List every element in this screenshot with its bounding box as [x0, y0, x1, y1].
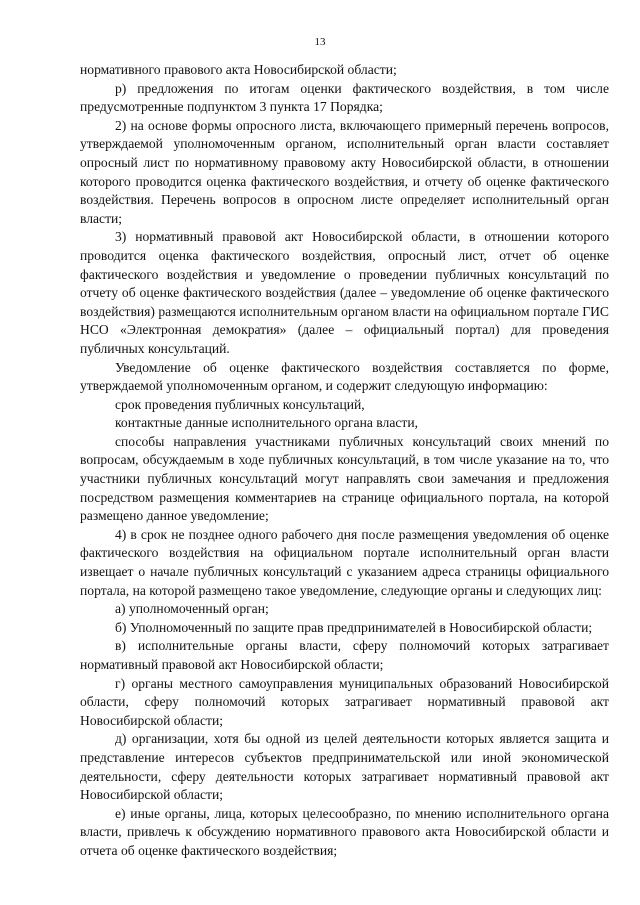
document-body [80, 61, 609, 861]
paragraph-item-3: 3) нормативный правовой акт Новосибирской области, в отношении которого проводится оценка фактического воздействия, опросный лист, отчет об оценке фактического воздействия и уведомление о проведении публичных консультаций по отчету об оценке фактического воздействия (далее – уведомление об оценке фактического воздействия) размещаются исполнительным органом власти на официальном портале ГИС НСО «Электронная демократия» (далее – официальный портал) для проведения публичных консультаций. [80, 229, 609, 356]
paragraph-item-v: в) исполнительные органы власти, сферу полномочий которых затрагивает нормативный правовой акт Новосибирской области; [80, 638, 609, 672]
paragraph-item-d: д) организации, хотя бы одной из целей деятельности которых является защита и представление интересов субъектов предпринимательской или иной экономической деятельности, сферу деятельности которых затрагивает нормативный правовой акт Новосибирской области; [80, 731, 609, 803]
paragraph-item-g: г) органы местного самоуправления муниципальных образований Новосибирской области, сферу полномочий которых затрагивает нормативный правовой акт Новосибирской области; [80, 675, 609, 728]
paragraph-notification: Уведомление об оценке фактического воздействия составляется по форме, утверждаемой уполномоченным органом, и содержит следующую информацию: [80, 359, 609, 394]
paragraph-item-e: е) иные органы, лица, которых целесообразно, по мнению исполнительного органа власти, привлечь к обсуждению нормативного правового акта Новосибирской области и отчета об оценке фактического воздействия; [80, 805, 609, 858]
page-number: 13 [314, 36, 326, 48]
paragraph-continuation: нормативного правового акта Новосибирской области; [80, 62, 397, 77]
paragraph-submission-methods: способы направления участниками публичных консультаций своих мнений по вопросам, обсуждаемым в ходе публичных консультаций, в том числе указание на то, что участники публичных консультаций могут направлять свои замечания и предложения посредством размещения комментариев на странице официального портала, на которой размещено данное уведомление; [80, 433, 609, 524]
paragraph-item-a: а) уполномоченный орган; [115, 601, 269, 617]
paragraph-item-r: р) предложения по итогам оценки фактического воздействия, в том числе предусмотренные подпунктом 3 пункта 17 Порядка; [80, 80, 609, 115]
paragraph-item-b: б) Уполномоченный по защите прав предпринимателей в Новосибирской области; [115, 619, 593, 635]
paragraph-consultation-term: срок проведения публичных консультаций, [115, 396, 365, 412]
paragraph-contact-details: контактные данные исполнительного органа власти, [115, 415, 419, 431]
paragraph-item-4: 4) в срок не позднее одного рабочего дня после размещения уведомления об оценке фактического воздействия на официальном портале исполнительный орган власти извещает о начале публичных консультаций с указанием адреса страницы официального портала, на которой размещено такое уведомление, следующие органы и следующих лиц: [80, 526, 609, 598]
paragraph-item-2: 2) на основе формы опросного листа, включающего примерный перечень вопросов, утверждаемой уполномоченным органом, исполнительный орган власти составляет опросный лист по нормативному правовому акту Новосибирской области, в отношении которого проводится оценка фактического воздействия, и отчету об оценке фактического воздействия. Перечень вопросов в опросном листе определяет исполнительный орган власти; [80, 117, 609, 226]
